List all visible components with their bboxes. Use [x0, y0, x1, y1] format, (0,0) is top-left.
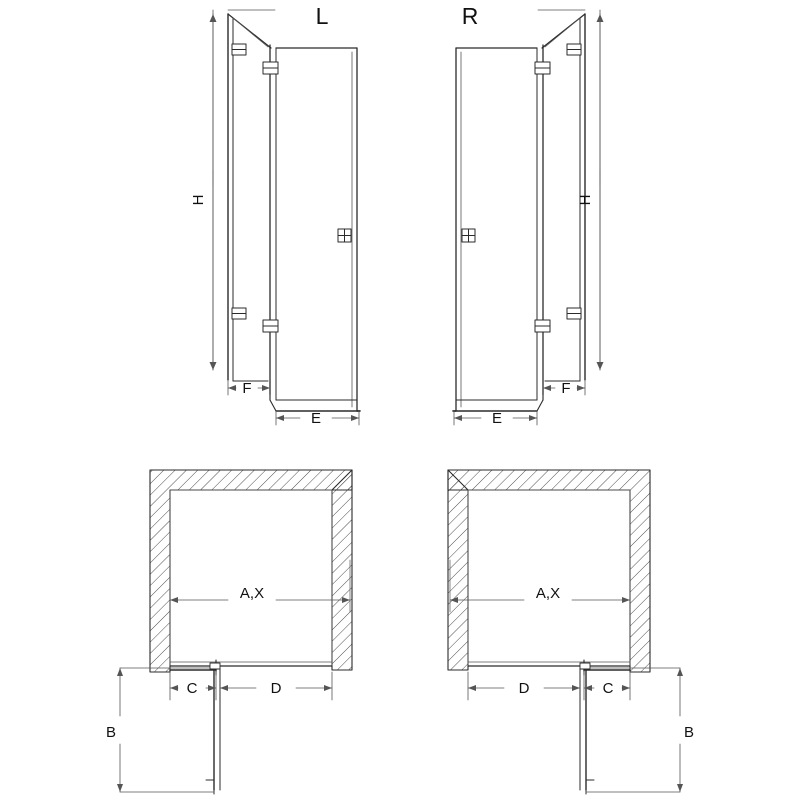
- dimension-label-H-left: H: [190, 194, 207, 206]
- elevation-right-view: [453, 10, 604, 425]
- dimension-label-E-right: E: [491, 410, 503, 427]
- elevation-left-view: [210, 10, 361, 425]
- dimension-label-F-right: F: [561, 380, 571, 397]
- plan-right-view: [448, 470, 683, 794]
- hinge-lower-left: [232, 308, 278, 332]
- dimension-label-B-left: B: [105, 724, 117, 741]
- hinge-lower-right: [535, 308, 581, 332]
- dimension-label-C-left: C: [186, 680, 198, 697]
- door-handle-left: [338, 229, 351, 242]
- dimension-label-AX-right: A,X: [535, 585, 561, 602]
- variant-label-left: L: [315, 3, 329, 29]
- dimension-B-right: [586, 668, 683, 792]
- dimension-label-E-left: E: [310, 410, 322, 427]
- variant-label-right: R: [461, 3, 479, 29]
- dimension-label-F-left: F: [242, 380, 252, 397]
- dimension-label-C-right: C: [602, 680, 614, 697]
- dimension-label-AX-left: A,X: [239, 585, 265, 602]
- dimension-B-left: [117, 668, 214, 792]
- dimension-H-right: [597, 14, 604, 370]
- plan-left-view: [117, 470, 352, 794]
- door-handle-right: [462, 229, 475, 242]
- dimension-label-D-right: D: [518, 680, 530, 697]
- dimension-label-D-left: D: [270, 680, 282, 697]
- dimension-label-B-right: B: [683, 724, 695, 741]
- dimension-H-left: [210, 14, 217, 370]
- dimension-label-H-right: H: [577, 194, 594, 206]
